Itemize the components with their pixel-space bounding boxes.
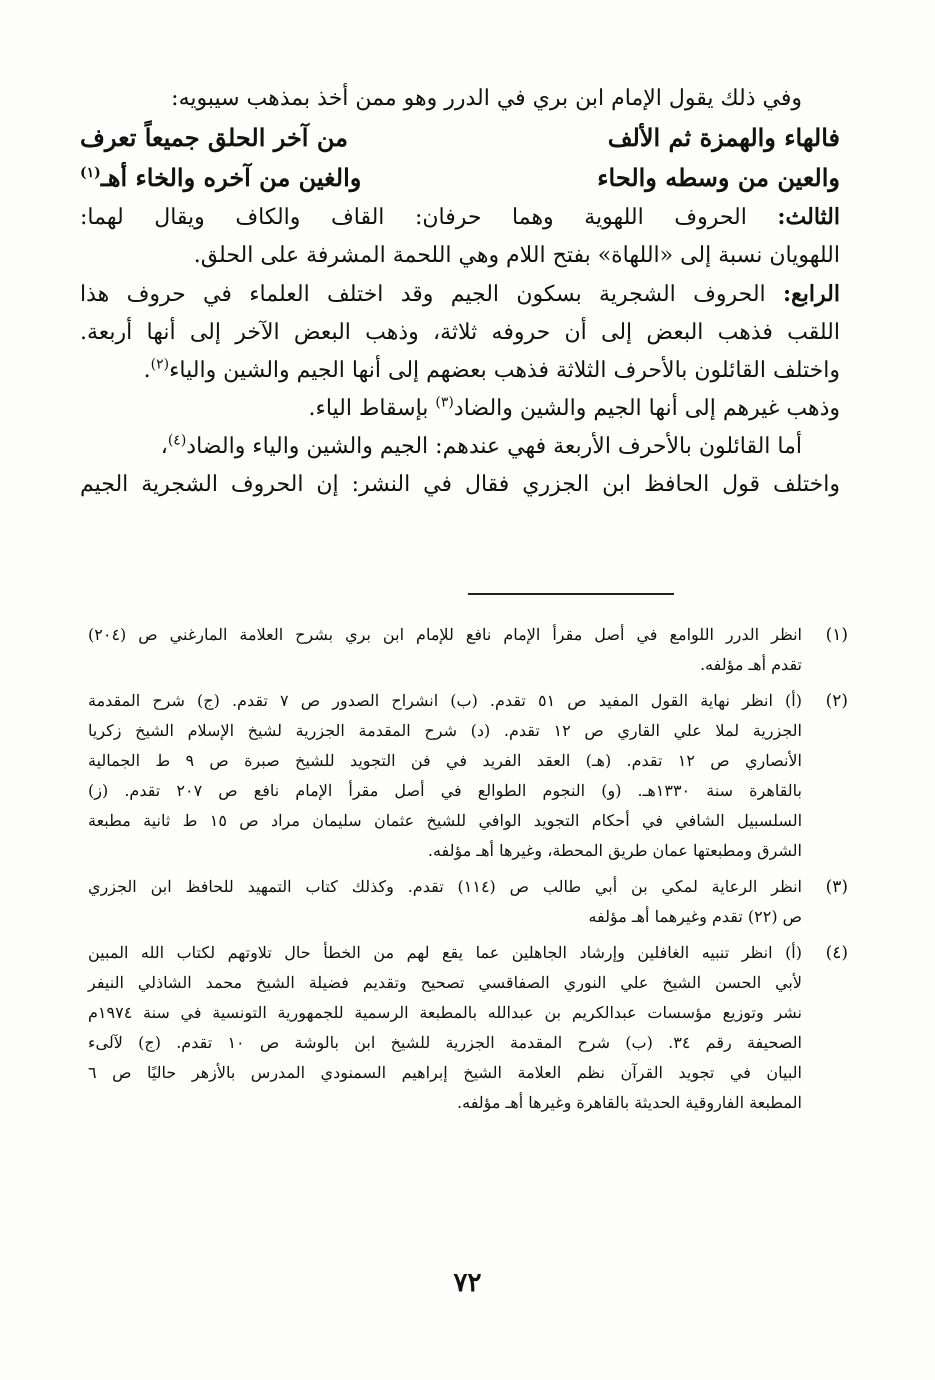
main-text [80,80,840,504]
footnote-number: (٣) [825,877,848,897]
footnote-line: انظر الدرر اللوامع في أصل مقرأ الإمام نافع للإمام ابن بري بشرح العلامة المارغني ص (٢٠٤) [88,625,802,644]
footnote-ref-1: (١) [80,165,101,181]
footnote-line: بالقاهرة سنة ١٣٣٠هـ. (و) النجوم الطوالع في أصل مقرأ الإمام نافع ص ٢٠٧ تقدم. (ز) [88,781,803,800]
footnote-line: الجزرية لملا علي القاري ص ١٢ تقدم. (د) شرح المقدمة الجزرية لشيخ الإسلام الشيخ زكريا [88,721,802,740]
footnote-line: ص (٢٢) تقدم وغيرهما أهـ مؤلفه [588,907,802,926]
footnote-line: الصحيفة رقم ٣٤. (ب) شرح المقدمة الجزرية للشيخ ابن بالوشة ص ١٠ تقدم. (ج) لآلىء [88,1033,803,1052]
verse-2-second-hemistich [80,158,361,198]
footnote-line: نشر وتوزيع مؤسسات عبدالكريم بن عبدالله بالمطبعة الرسمية للجمهورية التونسية في سنة ١٩٧٤م [88,1003,802,1022]
para-4-line-3-text: واختلف القائلون بالأحرف الثلاثة فذهب بعضهم إلى أنها الجيم والشين والياء [169,358,840,383]
footnote-line: (أ) انظر نهاية القول المفيد ص ٥١ تقدم. (ب) انشراح الصدور ص ٧ تقدم. (ج) شرح المقدمة [88,691,802,710]
footnote-line: لأبي الحسن الشيخ علي النوري الصفاقسي تصحيح وتقديم فضيلة الشيخ محمد الشاذلي النيفر [88,973,802,992]
para-3-line-2: اللهويان نسبة إلى «اللهاة» بفتح اللام وهي اللحمة المشرفة على الحلق. [193,243,840,268]
para-4-label: الرابع: [782,281,840,307]
footnote-line: الشرق ومطبعتها عمان طريق المحطة، وغيرها أهـ مؤلفه. [427,841,802,860]
footnote-separator [468,593,674,595]
footnote-line: انظر الرعاية لمكي بن أبي طالب ص (١١٤) تقدم. وكذلك كتاب التمهيد للحافظ ابن الجزري [88,877,802,896]
verse-2-second-text: والغين من آخره والخاء أهـ [100,163,362,192]
page-number: ٧٢ [453,1268,482,1298]
footnote-ref-3: (٣) [435,394,454,411]
footnote-line: الأنصاري ص ١٢ تقدم. (هـ) العقد الفريد في فن التجويد للشيخ صبرة ص ٩ ط الجمالية [88,751,802,770]
footnote-1 [88,620,848,680]
footnote-2 [88,686,848,866]
footnotes [88,620,848,1124]
footnote-number: (٢) [825,691,848,711]
para-5-line-1-text: أما القائلون بالأحرف الأربعة فهي عندهم: الجيم والشين والياء والضاد [186,434,802,459]
footnote-text [88,872,802,932]
footnote-number: (١) [825,625,848,645]
verse-2 [80,158,840,198]
footnote-ref-2: (٢) [150,356,170,373]
footnote-text [88,686,802,866]
para-3-label: الثالث: [777,204,840,230]
para-5-line-1: أما القائلون بالأحرف الأربعة فهي عندهم: الجيم والشين والياء والضاد$^{(٤)}$، [160,432,802,459]
para-4-line-4-text-b: بإسقاط الياء. [308,396,429,421]
verse-1-first-hemistich: فالهاء والهمزة ثم الألف [607,123,840,152]
footnote-line: (أ) انظر تنبيه الغافلين وإرشاد الجاهلين عما يقع لهم من الخطأ حال تلاوتهم لكتاب الله المبين [88,943,802,962]
footnote-line: السلسبيل الشافي في أحكام التجويد الوافي للشيخ عثمان سليمان مراد ص ١٥ ط ثانية مطبعة [88,811,803,830]
para-3-text: الحروف اللهوية وهما حرفان: القاف والكاف ويقال لهما: [80,205,747,230]
footnote-4 [88,938,848,1118]
footnote-number: (٤) [825,943,848,963]
para-4-line-3: واختلف القائلون بالأحرف الثلاثة فذهب بعضهم إلى أنها الجيم والشين والياء$^{(٢)}$. [143,356,840,383]
para-4-line-2: اللقب فذهب البعض إلى أن حروفه ثلاثة، وذهب البعض الآخر إلى أنها أربعة. [80,320,840,345]
footnote-3 [88,872,848,932]
para-4-line-4 [80,390,840,428]
footnote-line: البيان في تجويد القرآن نظم العلامة الشيخ إبراهيم السمنودي المدرس بالأزهر حاليًا ص ٦ [88,1063,802,1082]
verse-2-first-hemistich: والعين من وسطه والحاء [597,163,840,192]
footnote-text [88,938,802,1118]
verse-1-second-hemistich: من آخر الحلق جميعاً تعرف [80,123,348,152]
para-5-line-2: واختلف قول الحافظ ابن الجزري فقال في النشر: إن الحروف الشجرية الجيم [80,472,840,497]
footnote-text [88,620,802,680]
verse-1 [80,118,840,158]
footnote-ref-4: (٤) [167,432,187,449]
para-4-line-4-text-a: وذهب غيرهم إلى أنها الجيم والشين والضاد [453,396,840,421]
intro-line: وفي ذلك يقول الإمام ابن بري في الدرر وهو ممن أخذ بمذهب سيبويه: [171,86,802,111]
para-4-line-1 [80,275,840,314]
para-4-text: الحروف الشجرية بسكون الجيم وقد اختلف العلماء في حروف هذا [80,282,766,307]
footnote-line: المطبعة الفاروقية الحديثة بالقاهرة وغيرها أهـ مؤلفه. [457,1093,802,1112]
para-3-line-1 [80,198,840,237]
footnote-line: تقدم أهـ مؤلفه. [699,655,802,674]
